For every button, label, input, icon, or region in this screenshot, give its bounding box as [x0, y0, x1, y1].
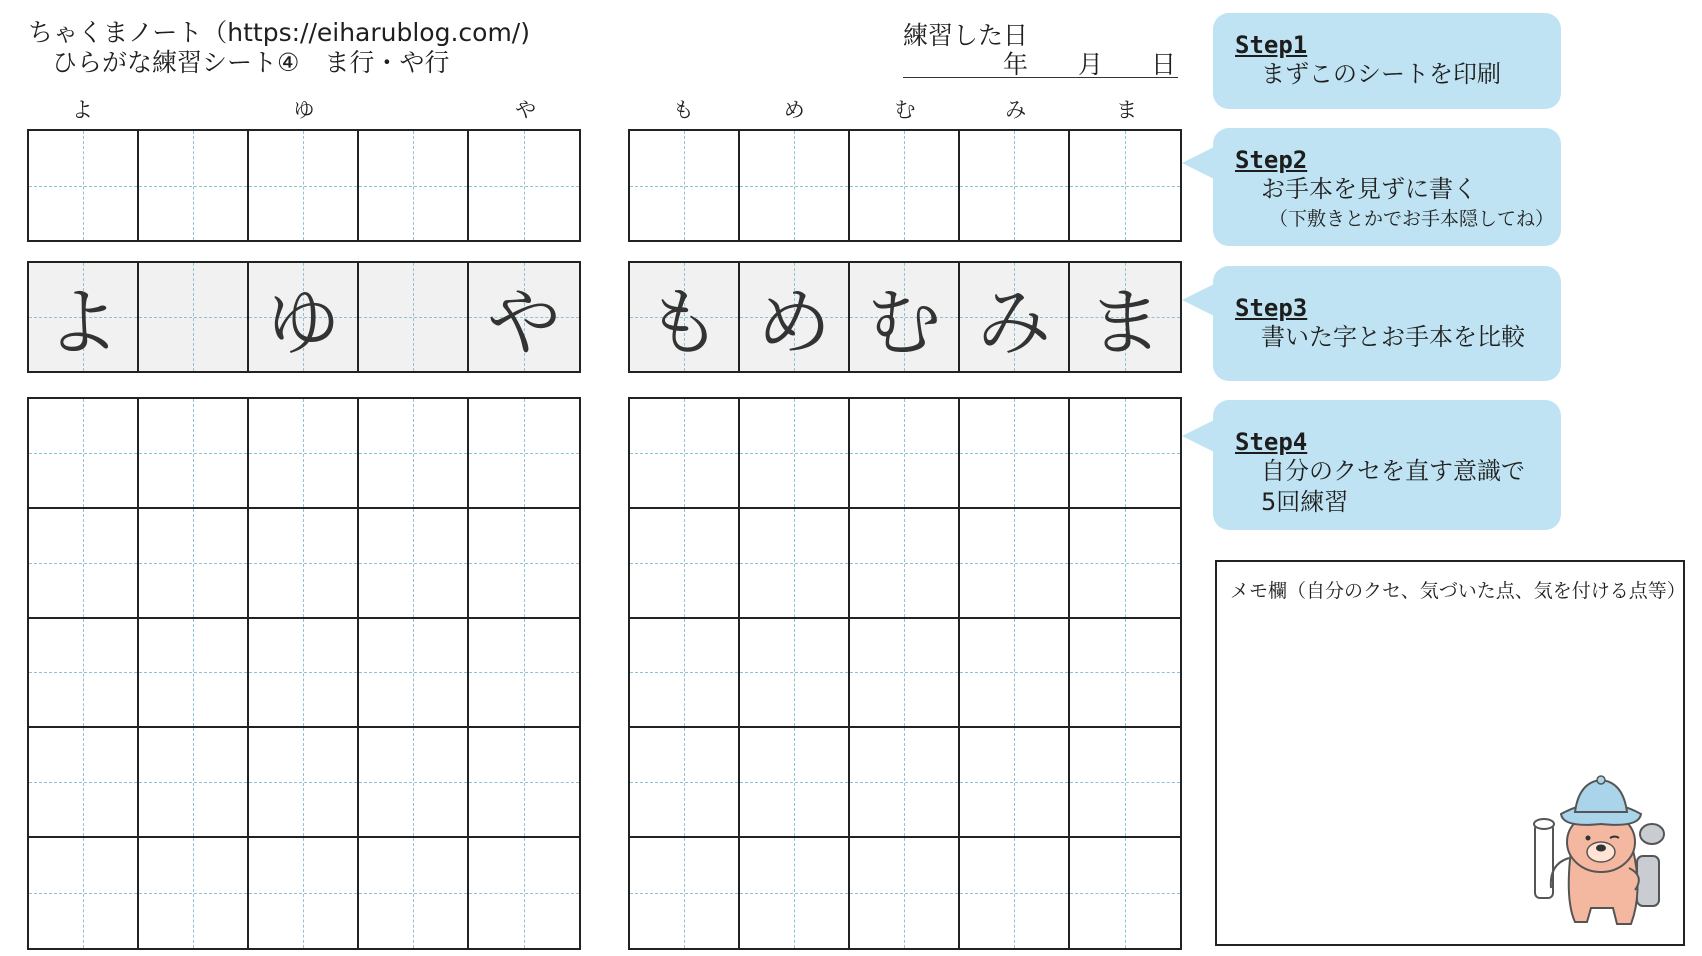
writing-cell[interactable]	[630, 838, 740, 948]
model-grid	[628, 261, 1182, 373]
model-cell	[139, 263, 249, 371]
column-label: む	[894, 98, 916, 122]
model-cell	[630, 263, 740, 371]
step2-subtext: （下敷きとかでお手本隠してね）	[1269, 208, 1555, 230]
writing-cell[interactable]	[29, 131, 139, 240]
writing-cell[interactable]	[960, 619, 1070, 729]
step4-text-line2: 5回練習	[1261, 488, 1349, 516]
model-character: や	[487, 280, 561, 366]
writing-cell[interactable]	[630, 131, 740, 240]
writing-cell[interactable]	[850, 131, 960, 240]
writing-cell[interactable]	[960, 399, 1070, 509]
writing-cell[interactable]	[630, 619, 740, 729]
column-label: や	[515, 98, 537, 122]
writing-cell[interactable]	[29, 619, 139, 729]
model-cell	[29, 263, 139, 371]
date-label: 練習した日	[903, 21, 1029, 50]
writing-cell[interactable]	[1070, 838, 1180, 948]
month-label: 月	[1078, 50, 1104, 79]
column-label: め	[783, 98, 805, 122]
writing-cell[interactable]	[139, 728, 249, 838]
writing-cell[interactable]	[740, 399, 850, 509]
sheet-source-title: ちゃくまノート（https://eiharublog.com/)	[28, 18, 530, 47]
writing-cell[interactable]	[359, 619, 469, 729]
writing-cell[interactable]	[850, 399, 960, 509]
model-character: む	[867, 280, 941, 366]
writing-cell[interactable]	[29, 838, 139, 948]
writing-cell[interactable]	[249, 728, 359, 838]
memo-label: メモ欄（自分のクセ、気づいた点、気を付ける点等）	[1230, 580, 1686, 602]
model-cell	[960, 263, 1070, 371]
writing-cell[interactable]	[1070, 399, 1180, 509]
step2-bubble	[1213, 128, 1561, 246]
practice-grid	[27, 397, 581, 950]
writing-cell[interactable]	[960, 509, 1070, 619]
step4-text-line1: 自分のクセを直す意識で	[1261, 457, 1525, 485]
model-character: ま	[1088, 280, 1162, 366]
writing-cell[interactable]	[630, 399, 740, 509]
step3-bubble	[1213, 266, 1561, 381]
writing-cell[interactable]	[469, 838, 579, 948]
writing-cell[interactable]	[139, 131, 249, 240]
test-grid	[628, 129, 1182, 242]
model-character	[359, 263, 467, 371]
model-grid	[27, 261, 581, 373]
bear-explorer-mascot-icon	[1531, 772, 1671, 940]
writing-cell[interactable]	[359, 131, 469, 240]
step1-title: Step1	[1235, 31, 1308, 59]
step1-text: まずこのシートを印刷	[1261, 60, 1501, 88]
model-character: も	[647, 280, 721, 366]
writing-cell[interactable]	[359, 509, 469, 619]
writing-cell[interactable]	[249, 619, 359, 729]
writing-cell[interactable]	[29, 728, 139, 838]
writing-cell[interactable]	[469, 399, 579, 509]
sheet-title: ひらがな練習シート④ ま行・や行	[52, 48, 450, 77]
step3-text: 書いた字とお手本を比較	[1261, 323, 1525, 351]
writing-cell[interactable]	[139, 509, 249, 619]
writing-cell[interactable]	[740, 619, 850, 729]
column-label: も	[672, 98, 694, 122]
step4-bubble-tail	[1182, 420, 1214, 452]
column-label: ま	[1116, 98, 1138, 122]
writing-cell[interactable]	[740, 838, 850, 948]
day-label: 日	[1151, 50, 1177, 79]
writing-cell[interactable]	[29, 399, 139, 509]
date-field	[903, 45, 1178, 78]
writing-cell[interactable]	[249, 838, 359, 948]
writing-cell[interactable]	[469, 619, 579, 729]
model-cell	[1070, 263, 1180, 371]
writing-cell[interactable]	[960, 838, 1070, 948]
writing-cell[interactable]	[850, 728, 960, 838]
writing-cell[interactable]	[139, 619, 249, 729]
writing-cell[interactable]	[740, 131, 850, 240]
writing-cell[interactable]	[469, 728, 579, 838]
writing-cell[interactable]	[1070, 131, 1180, 240]
writing-cell[interactable]	[960, 131, 1070, 240]
writing-cell[interactable]	[249, 399, 359, 509]
writing-cell[interactable]	[29, 509, 139, 619]
step3-title: Step3	[1235, 294, 1308, 322]
writing-cell[interactable]	[850, 619, 960, 729]
writing-cell[interactable]	[1070, 509, 1180, 619]
step2-bubble-tail	[1182, 147, 1214, 179]
model-character: み	[977, 280, 1051, 366]
step2-title: Step2	[1235, 146, 1308, 174]
model-character: め	[757, 280, 831, 366]
step4-bubble	[1213, 400, 1561, 530]
writing-cell[interactable]	[630, 509, 740, 619]
writing-cell[interactable]	[740, 509, 850, 619]
year-label: 年	[1003, 50, 1029, 79]
model-cell	[249, 263, 359, 371]
step4-title: Step4	[1235, 428, 1308, 456]
writing-cell[interactable]	[960, 728, 1070, 838]
model-character	[139, 263, 247, 371]
writing-cell[interactable]	[850, 838, 960, 948]
column-label: よ	[71, 98, 93, 122]
writing-cell[interactable]	[1070, 728, 1180, 838]
writing-cell[interactable]	[249, 509, 359, 619]
writing-cell[interactable]	[740, 728, 850, 838]
memo-box[interactable]	[1215, 560, 1685, 946]
writing-cell[interactable]	[359, 399, 469, 509]
writing-cell[interactable]	[850, 509, 960, 619]
writing-cell[interactable]	[469, 131, 579, 240]
writing-cell[interactable]	[139, 399, 249, 509]
writing-cell[interactable]	[1070, 619, 1180, 729]
model-character: ゆ	[266, 280, 340, 366]
column-label: み	[1005, 98, 1027, 122]
writing-cell[interactable]	[359, 728, 469, 838]
step2-text: お手本を見ずに書く	[1261, 175, 1477, 203]
writing-cell[interactable]	[249, 131, 359, 240]
model-cell	[469, 263, 579, 371]
writing-cell[interactable]	[469, 509, 579, 619]
writing-cell[interactable]	[630, 728, 740, 838]
model-cell	[740, 263, 850, 371]
writing-cell[interactable]	[139, 838, 249, 948]
practice-grid	[628, 397, 1182, 950]
model-character: よ	[46, 280, 120, 366]
test-grid	[27, 129, 581, 242]
model-cell	[850, 263, 960, 371]
step1-bubble	[1213, 13, 1561, 109]
writing-cell[interactable]	[359, 838, 469, 948]
step3-bubble-tail	[1182, 284, 1214, 316]
column-label: ゆ	[293, 98, 315, 122]
model-cell	[359, 263, 469, 371]
